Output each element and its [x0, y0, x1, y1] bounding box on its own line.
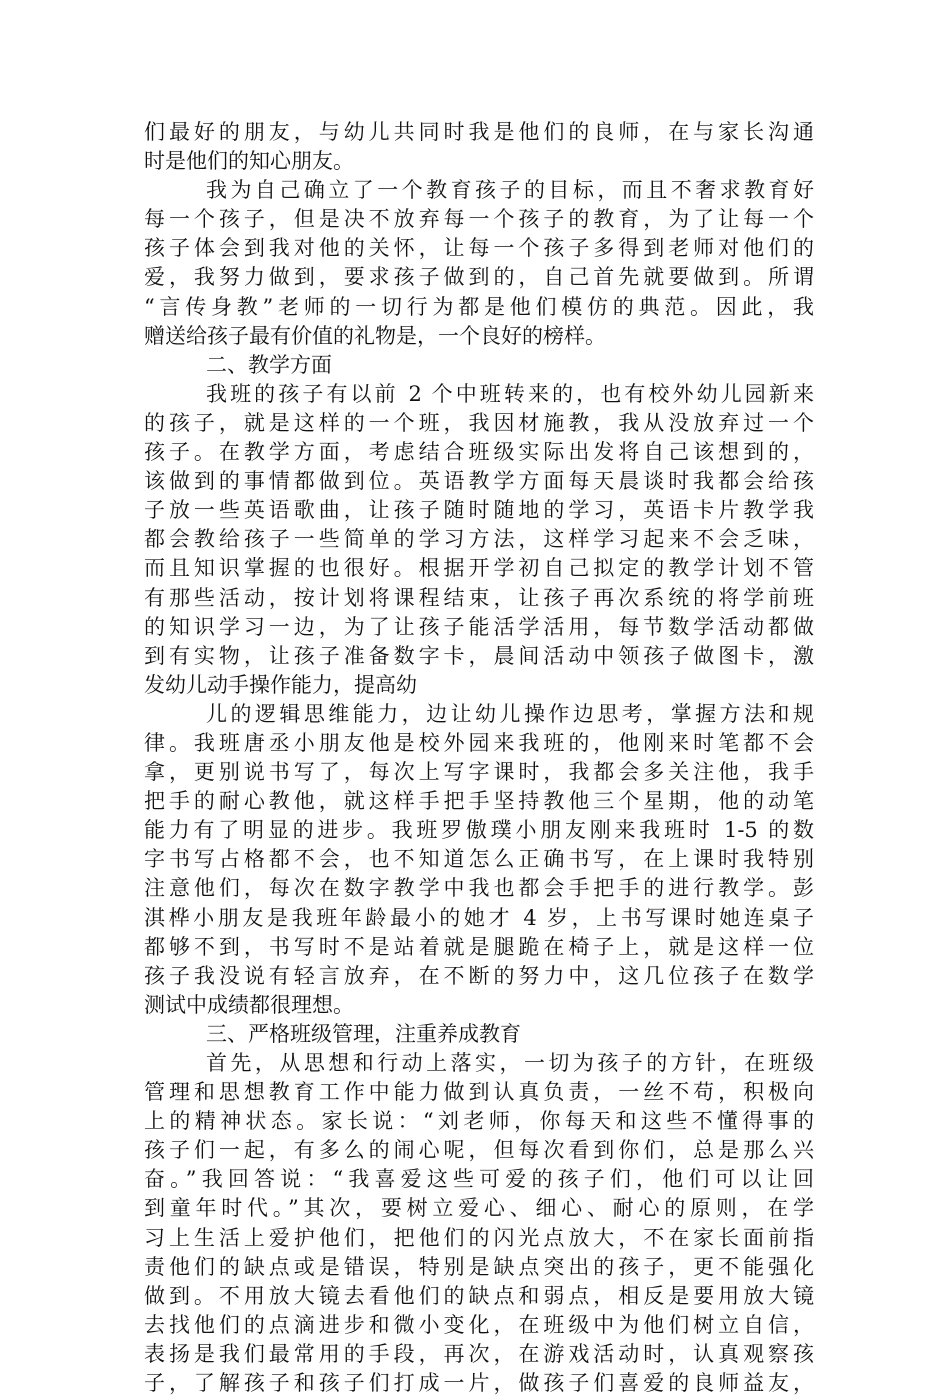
text-line: 都够不到，书写时不是站着就是腿跪在椅子上，就是这样一位 [144, 934, 814, 959]
text-line: 孩子体会到我对他的关怀，让每一个孩子多得到老师对他们的 [144, 236, 814, 261]
text-line: 到有实物，让孩子准备数字卡，晨间活动中领孩子做图卡，激 [144, 643, 814, 668]
text-line: 而且知识掌握的也很好。根据开学初自己拟定的教学计划不管 [144, 556, 814, 581]
text-line: 去找他们的点滴进步和微小变化，在班级中为他们树立自信， [144, 1312, 814, 1337]
text-line: 的孩子，就是这样的一个班，我因材施教，我从没放弃过一个 [144, 410, 814, 435]
text-line: 孩子们一起，有多么的闹心呢，但每次看到你们，总是那么兴 [144, 1138, 814, 1163]
text-line: 都会教给孩子一些简单的学习方法，这样学习起来不会乏味， [144, 527, 814, 552]
text-line: 有那些活动，按计划将课程结束，让孩子再次系统的将学前班 [144, 585, 814, 610]
text-line: 时是他们的知心朋友。 [144, 149, 354, 174]
text-line: 表扬是我们最常用的手段，再次，在游戏活动时，认真观察孩 [144, 1341, 814, 1366]
text-line: 拿，更别说书写了，每次上写字课时，我都会多关注他，我手 [144, 760, 814, 785]
text-line: 三、严格班级管理，注重养成教育 [206, 1021, 521, 1046]
text-line: 每一个孩子，但是决不放弃每一个孩子的教育，为了让每一个 [144, 207, 814, 232]
text-line: 我班的孩子有以前 2 个中班转来的，也有校外幼儿园新来 [206, 381, 814, 406]
text-line: 上的精神状态。家长说：“刘老师，你每天和这些不懂得事的 [144, 1109, 814, 1134]
text-line: 做到。不用放大镜去看他们的缺点和弱点，相反是要用放大镜 [144, 1283, 814, 1308]
text-line: 习上生活上爱护他们，把他们的闪光点放大，不在家长面前指 [144, 1225, 814, 1250]
text-line: 的知识学习一边，为了让孩子能活学活用，每节数学活动都做 [144, 614, 814, 639]
text-line: 责他们的缺点或是错误，特别是缺点突出的孩子，更不能强化 [144, 1254, 814, 1279]
text-line: 把手的耐心教他，就这样手把手坚持教他三个星期，他的动笔 [144, 789, 814, 814]
text-line: 赠送给孩子最有价值的礼物是，一个良好的榜样。 [144, 323, 606, 348]
text-line: 首先，从思想和行动上落实，一切为孩子的方针，在班级 [206, 1051, 814, 1075]
text-line: 管理和思想教育工作中能力做到认真负责，一丝不苟，积极向 [144, 1080, 814, 1105]
text-line: 到童年时代。”其次，要树立爱心、细心、耐心的原则，在学 [144, 1196, 814, 1221]
text-line: 该做到的事情都做到位。英语教学方面每天晨谈时我都会给孩 [144, 469, 814, 494]
text-line: 子，了解孩子和孩子们打成一片，做孩子们喜爱的良师益友， [144, 1371, 814, 1396]
text-line: 孩子。在教学方面，考虑结合班级实际出发将自己该想到的， [144, 440, 814, 465]
text-line: 二、教学方面 [206, 352, 332, 377]
text-line: 我为自己确立了一个教育孩子的目标，而且不奢求教育好 [206, 178, 814, 203]
text-line: 爱，我努力做到，要求孩子做到的，自己首先就要做到。所谓 [144, 265, 814, 290]
text-line: 发幼儿动手操作能力，提高幼 [144, 672, 417, 697]
text-line: 奋。”我回答说：“我喜爱这些可爱的孩子们，他们可以让回 [144, 1167, 814, 1192]
text-line: “言传身教”老师的一切行为都是他们模仿的典范。因此，我 [144, 294, 814, 319]
text-line: 孩子我没说有轻言放弃，在不断的努力中，这几位孩子在数学 [144, 963, 814, 988]
text-line: 能力有了明显的进步。我班罗傲璞小朋友刚来我班时 1-5 的数 [144, 818, 814, 843]
text-line: 测试中成绩都很理想。 [144, 992, 354, 1017]
text-line: 字书写占格都不会，也不知道怎么正确书写，在上课时我特别 [144, 847, 814, 872]
text-line: 律。我班唐丞小朋友他是校外园来我班的，他刚来时笔都不会 [144, 730, 814, 755]
text-line: 淇桦小朋友是我班年龄最小的她才 4 岁，上书写课时她连桌子 [144, 905, 814, 930]
text-line: 子放一些英语歌曲，让孩子随时随地的学习，英语卡片教学我 [144, 498, 814, 523]
text-line: 注意他们，每次在数字教学中我也都会手把手的进行教学。彭 [144, 876, 814, 901]
text-line: 们最好的朋友，与幼儿共同时我是他们的良师，在与家长沟通 [144, 120, 814, 144]
text-line: 儿的逻辑思维能力，边让幼儿操作边思考，掌握方法和规 [206, 701, 814, 726]
document-page [144, 118, 814, 1398]
